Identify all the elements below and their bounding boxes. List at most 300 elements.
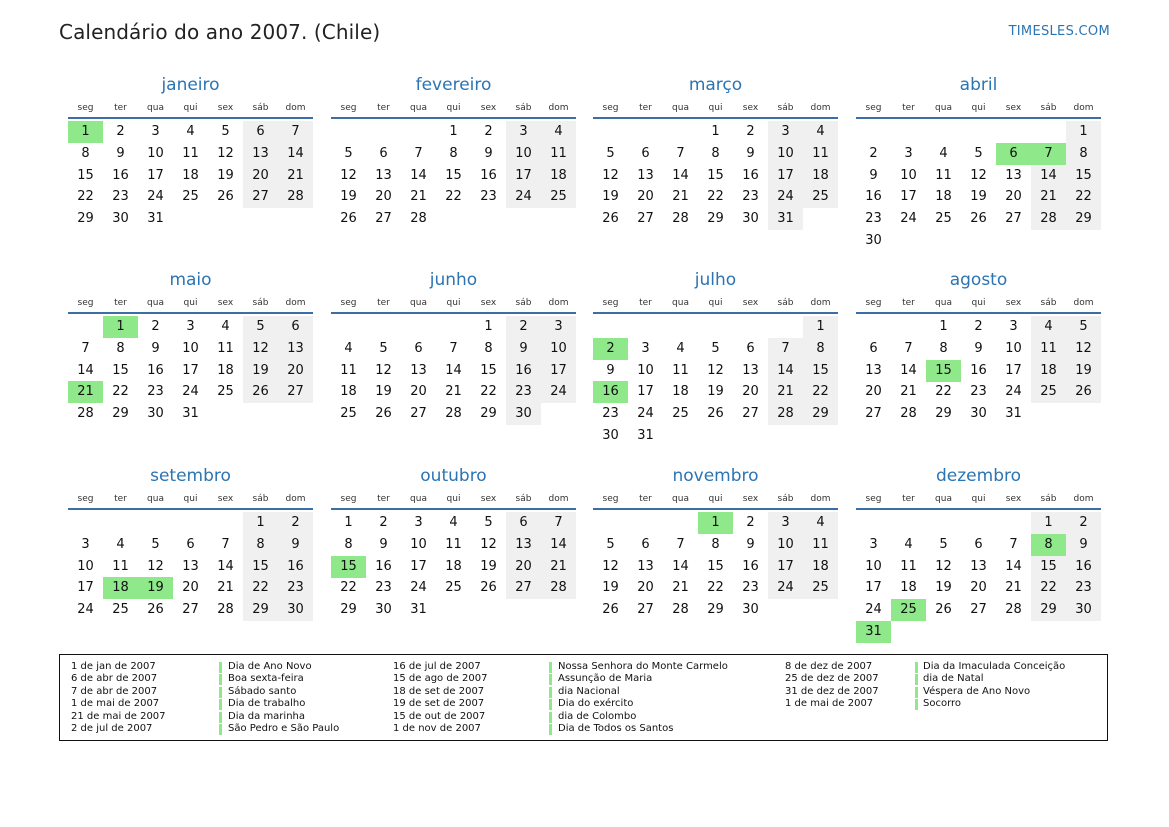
day-cell[interactable]: 31 [637, 428, 654, 443]
day-cell[interactable]: 18 [182, 167, 199, 183]
day-cell[interactable]: 7 [541, 512, 576, 534]
day-cell[interactable]: 27 [970, 602, 987, 618]
day-cell[interactable]: 18 [803, 165, 838, 187]
day-cell[interactable]: 13 [637, 167, 654, 183]
day-cell[interactable]: 10 [637, 362, 654, 378]
day-cell[interactable]: 10 [900, 167, 917, 183]
day-cell[interactable]: 8 [1066, 143, 1101, 165]
day-cell[interactable]: 25 [340, 406, 357, 422]
day-cell[interactable]: 7 [278, 121, 313, 143]
day-cell[interactable]: 28 [278, 186, 313, 208]
day-cell[interactable]: 4 [1031, 316, 1066, 338]
day-cell[interactable]: 12 [480, 536, 497, 552]
day-cell[interactable]: 25 [445, 580, 462, 596]
day-cell[interactable]: 27 [375, 211, 392, 227]
day-cell[interactable]: 19 [970, 189, 987, 205]
day-cell[interactable]: 22 [243, 577, 278, 599]
holiday-day-cell[interactable]: 15 [926, 360, 961, 382]
day-cell[interactable]: 14 [77, 362, 94, 378]
day-cell[interactable]: 30 [742, 211, 759, 227]
day-cell[interactable]: 24 [768, 577, 803, 599]
holiday-day-cell[interactable]: 31 [856, 621, 891, 643]
day-cell[interactable]: 13 [278, 338, 313, 360]
day-cell[interactable]: 15 [243, 556, 278, 578]
day-cell[interactable]: 29 [340, 602, 357, 618]
day-cell[interactable]: 29 [112, 406, 129, 422]
day-cell[interactable]: 28 [410, 211, 427, 227]
day-cell[interactable]: 1 [1066, 121, 1101, 143]
day-cell[interactable]: 29 [77, 211, 94, 227]
day-cell[interactable]: 3 [1009, 319, 1018, 334]
day-cell[interactable]: 4 [803, 121, 838, 143]
holiday-day-cell[interactable]: 21 [68, 381, 103, 403]
day-cell[interactable]: 14 [672, 167, 689, 183]
day-cell[interactable]: 28 [77, 406, 94, 422]
day-cell[interactable]: 15 [803, 360, 838, 382]
holiday-day-cell[interactable]: 1 [103, 316, 138, 338]
day-cell[interactable]: 23 [970, 384, 987, 400]
day-cell[interactable]: 19 [217, 167, 234, 183]
day-cell[interactable]: 10 [865, 558, 882, 574]
day-cell[interactable]: 17 [410, 558, 427, 574]
day-cell[interactable]: 6 [506, 512, 541, 534]
day-cell[interactable]: 17 [182, 362, 199, 378]
day-cell[interactable]: 22 [340, 580, 357, 596]
day-cell[interactable]: 16 [112, 167, 129, 183]
day-cell[interactable]: 5 [939, 536, 948, 552]
day-cell[interactable]: 24 [147, 189, 164, 205]
day-cell[interactable]: 2 [746, 515, 755, 530]
day-cell[interactable]: 14 [217, 558, 234, 574]
day-cell[interactable]: 25 [217, 384, 234, 400]
day-cell[interactable]: 27 [742, 406, 759, 422]
day-cell[interactable]: 10 [77, 558, 94, 574]
day-cell[interactable]: 11 [935, 167, 952, 183]
day-cell[interactable]: 18 [340, 384, 357, 400]
day-cell[interactable]: 16 [278, 556, 313, 578]
day-cell[interactable]: 19 [375, 384, 392, 400]
day-cell[interactable]: 10 [147, 145, 164, 161]
day-cell[interactable]: 23 [480, 189, 497, 205]
day-cell[interactable]: 15 [1031, 556, 1066, 578]
day-cell[interactable]: 13 [182, 558, 199, 574]
day-cell[interactable]: 3 [81, 536, 90, 552]
day-cell[interactable]: 11 [803, 143, 838, 165]
day-cell[interactable]: 8 [449, 145, 458, 161]
day-cell[interactable]: 10 [506, 143, 541, 165]
day-cell[interactable]: 5 [974, 145, 983, 161]
day-cell[interactable]: 29 [1066, 208, 1101, 230]
day-cell[interactable]: 3 [541, 316, 576, 338]
day-cell[interactable]: 14 [278, 143, 313, 165]
day-cell[interactable]: 3 [151, 124, 160, 139]
day-cell[interactable]: 17 [77, 580, 94, 596]
day-cell[interactable]: 29 [707, 211, 724, 227]
day-cell[interactable]: 20 [865, 384, 882, 400]
day-cell[interactable]: 6 [746, 340, 755, 356]
day-cell[interactable]: 10 [182, 340, 199, 356]
holiday-day-cell[interactable]: 1 [698, 512, 733, 534]
day-cell[interactable]: 21 [1031, 186, 1066, 208]
day-cell[interactable]: 30 [112, 211, 129, 227]
day-cell[interactable]: 18 [1031, 360, 1066, 382]
day-cell[interactable]: 20 [506, 556, 541, 578]
day-cell[interactable]: 5 [243, 316, 278, 338]
day-cell[interactable]: 22 [77, 189, 94, 205]
day-cell[interactable]: 19 [707, 384, 724, 400]
day-cell[interactable]: 3 [869, 536, 878, 552]
day-cell[interactable]: 25 [1031, 381, 1066, 403]
day-cell[interactable]: 24 [506, 186, 541, 208]
day-cell[interactable]: 5 [379, 340, 388, 356]
day-cell[interactable]: 15 [707, 167, 724, 183]
day-cell[interactable]: 2 [379, 515, 388, 530]
day-cell[interactable]: 16 [375, 558, 392, 574]
day-cell[interactable]: 26 [480, 580, 497, 596]
day-cell[interactable]: 21 [672, 189, 689, 205]
day-cell[interactable]: 6 [186, 536, 195, 552]
day-cell[interactable]: 7 [414, 145, 423, 161]
brand-link[interactable]: TIMESLES.COM [1008, 24, 1110, 39]
day-cell[interactable]: 9 [1066, 534, 1101, 556]
day-cell[interactable]: 7 [676, 536, 685, 552]
day-cell[interactable]: 9 [506, 338, 541, 360]
day-cell[interactable]: 17 [147, 167, 164, 183]
day-cell[interactable]: 31 [182, 406, 199, 422]
day-cell[interactable]: 11 [182, 145, 199, 161]
day-cell[interactable]: 22 [112, 384, 129, 400]
day-cell[interactable]: 5 [711, 340, 720, 356]
day-cell[interactable]: 11 [803, 534, 838, 556]
day-cell[interactable]: 17 [900, 189, 917, 205]
day-cell[interactable]: 31 [147, 211, 164, 227]
day-cell[interactable]: 25 [541, 186, 576, 208]
day-cell[interactable]: 5 [606, 536, 615, 552]
day-cell[interactable]: 6 [243, 121, 278, 143]
day-cell[interactable]: 28 [1005, 602, 1022, 618]
day-cell[interactable]: 4 [186, 124, 195, 139]
day-cell[interactable]: 26 [602, 602, 619, 618]
day-cell[interactable]: 13 [410, 362, 427, 378]
day-cell[interactable]: 13 [742, 362, 759, 378]
day-cell[interactable]: 26 [243, 381, 278, 403]
day-cell[interactable]: 5 [606, 145, 615, 161]
day-cell[interactable]: 9 [746, 536, 755, 552]
day-cell[interactable]: 12 [602, 167, 619, 183]
day-cell[interactable]: 23 [742, 189, 759, 205]
day-cell[interactable]: 6 [974, 536, 983, 552]
day-cell[interactable]: 9 [869, 167, 878, 183]
day-cell[interactable]: 19 [480, 558, 497, 574]
holiday-day-cell[interactable]: 2 [593, 338, 628, 360]
day-cell[interactable]: 7 [81, 340, 90, 356]
day-cell[interactable]: 26 [707, 406, 724, 422]
day-cell[interactable]: 30 [147, 406, 164, 422]
day-cell[interactable]: 25 [803, 577, 838, 599]
day-cell[interactable]: 9 [278, 534, 313, 556]
day-cell[interactable]: 9 [484, 145, 493, 161]
day-cell[interactable]: 28 [768, 403, 803, 425]
day-cell[interactable]: 4 [803, 512, 838, 534]
day-cell[interactable]: 6 [379, 145, 388, 161]
day-cell[interactable]: 2 [116, 124, 125, 139]
day-cell[interactable]: 21 [672, 580, 689, 596]
day-cell[interactable]: 11 [1031, 338, 1066, 360]
holiday-day-cell[interactable]: 18 [103, 577, 138, 599]
day-cell[interactable]: 26 [935, 602, 952, 618]
day-cell[interactable]: 8 [344, 536, 353, 552]
day-cell[interactable]: 14 [445, 362, 462, 378]
day-cell[interactable]: 11 [541, 143, 576, 165]
day-cell[interactable]: 4 [449, 515, 458, 530]
day-cell[interactable]: 2 [484, 124, 493, 139]
day-cell[interactable]: 17 [637, 384, 654, 400]
day-cell[interactable]: 27 [1005, 211, 1022, 227]
day-cell[interactable]: 20 [637, 580, 654, 596]
day-cell[interactable]: 23 [375, 580, 392, 596]
day-cell[interactable]: 4 [221, 319, 230, 334]
day-cell[interactable]: 8 [243, 534, 278, 556]
day-cell[interactable]: 18 [445, 558, 462, 574]
day-cell[interactable]: 3 [768, 121, 803, 143]
day-cell[interactable]: 2 [974, 319, 983, 334]
day-cell[interactable]: 7 [768, 338, 803, 360]
day-cell[interactable]: 25 [672, 406, 689, 422]
day-cell[interactable]: 19 [602, 189, 619, 205]
day-cell[interactable]: 29 [480, 406, 497, 422]
day-cell[interactable]: 9 [974, 340, 983, 356]
day-cell[interactable]: 14 [900, 362, 917, 378]
day-cell[interactable]: 19 [935, 580, 952, 596]
day-cell[interactable]: 20 [182, 580, 199, 596]
day-cell[interactable]: 23 [112, 189, 129, 205]
day-cell[interactable]: 22 [1031, 577, 1066, 599]
day-cell[interactable]: 15 [707, 558, 724, 574]
day-cell[interactable]: 28 [217, 602, 234, 618]
day-cell[interactable]: 10 [541, 338, 576, 360]
day-cell[interactable]: 7 [449, 340, 458, 356]
day-cell[interactable]: 9 [379, 536, 388, 552]
day-cell[interactable]: 27 [637, 211, 654, 227]
holiday-day-cell[interactable]: 6 [996, 143, 1031, 165]
day-cell[interactable]: 23 [602, 406, 619, 422]
day-cell[interactable]: 20 [410, 384, 427, 400]
day-cell[interactable]: 12 [707, 362, 724, 378]
day-cell[interactable]: 7 [221, 536, 230, 552]
day-cell[interactable]: 30 [375, 602, 392, 618]
day-cell[interactable]: 15 [445, 167, 462, 183]
day-cell[interactable]: 28 [672, 211, 689, 227]
day-cell[interactable]: 22 [480, 384, 497, 400]
day-cell[interactable]: 14 [541, 534, 576, 556]
day-cell[interactable]: 12 [970, 167, 987, 183]
day-cell[interactable]: 15 [1066, 165, 1101, 187]
day-cell[interactable]: 27 [410, 406, 427, 422]
day-cell[interactable]: 3 [506, 121, 541, 143]
day-cell[interactable]: 25 [803, 186, 838, 208]
day-cell[interactable]: 3 [904, 145, 913, 161]
day-cell[interactable]: 19 [1066, 360, 1101, 382]
day-cell[interactable]: 21 [445, 384, 462, 400]
holiday-day-cell[interactable]: 16 [593, 381, 628, 403]
day-cell[interactable]: 17 [541, 360, 576, 382]
day-cell[interactable]: 24 [77, 602, 94, 618]
day-cell[interactable]: 9 [151, 340, 160, 356]
holiday-day-cell[interactable]: 1 [68, 121, 103, 143]
day-cell[interactable]: 11 [112, 558, 129, 574]
day-cell[interactable]: 3 [768, 512, 803, 534]
day-cell[interactable]: 23 [506, 381, 541, 403]
day-cell[interactable]: 13 [243, 143, 278, 165]
day-cell[interactable]: 11 [445, 536, 462, 552]
day-cell[interactable]: 22 [935, 384, 952, 400]
day-cell[interactable]: 2 [506, 316, 541, 338]
day-cell[interactable]: 5 [1066, 316, 1101, 338]
day-cell[interactable]: 15 [112, 362, 129, 378]
day-cell[interactable]: 29 [935, 406, 952, 422]
day-cell[interactable]: 11 [900, 558, 917, 574]
day-cell[interactable]: 12 [147, 558, 164, 574]
day-cell[interactable]: 9 [606, 362, 615, 378]
day-cell[interactable]: 28 [541, 577, 576, 599]
day-cell[interactable]: 21 [541, 556, 576, 578]
day-cell[interactable]: 5 [221, 124, 230, 139]
day-cell[interactable]: 22 [707, 189, 724, 205]
day-cell[interactable]: 10 [1005, 340, 1022, 356]
day-cell[interactable]: 5 [484, 515, 493, 530]
day-cell[interactable]: 18 [217, 362, 234, 378]
day-cell[interactable]: 8 [484, 340, 493, 356]
day-cell[interactable]: 1 [243, 512, 278, 534]
day-cell[interactable]: 23 [147, 384, 164, 400]
day-cell[interactable]: 27 [278, 381, 313, 403]
day-cell[interactable]: 29 [243, 599, 278, 621]
day-cell[interactable]: 23 [278, 577, 313, 599]
day-cell[interactable]: 24 [541, 381, 576, 403]
day-cell[interactable]: 31 [1005, 406, 1022, 422]
day-cell[interactable]: 4 [676, 340, 685, 356]
day-cell[interactable]: 28 [1031, 208, 1066, 230]
day-cell[interactable]: 12 [243, 338, 278, 360]
day-cell[interactable]: 6 [869, 340, 878, 356]
day-cell[interactable]: 25 [112, 602, 129, 618]
day-cell[interactable]: 16 [742, 167, 759, 183]
day-cell[interactable]: 21 [1005, 580, 1022, 596]
day-cell[interactable]: 4 [904, 536, 913, 552]
day-cell[interactable]: 22 [445, 189, 462, 205]
day-cell[interactable]: 28 [900, 406, 917, 422]
day-cell[interactable]: 20 [1005, 189, 1022, 205]
day-cell[interactable]: 20 [637, 189, 654, 205]
day-cell[interactable]: 8 [116, 340, 125, 356]
day-cell[interactable]: 16 [506, 360, 541, 382]
day-cell[interactable]: 5 [151, 536, 160, 552]
day-cell[interactable]: 13 [375, 167, 392, 183]
day-cell[interactable]: 7 [676, 145, 685, 161]
day-cell[interactable]: 24 [182, 384, 199, 400]
day-cell[interactable]: 8 [81, 145, 90, 161]
day-cell[interactable]: 22 [803, 381, 838, 403]
day-cell[interactable]: 17 [1005, 362, 1022, 378]
day-cell[interactable]: 13 [637, 558, 654, 574]
day-cell[interactable]: 31 [410, 602, 427, 618]
day-cell[interactable]: 30 [742, 602, 759, 618]
day-cell[interactable]: 6 [414, 340, 423, 356]
day-cell[interactable]: 2 [746, 124, 755, 139]
day-cell[interactable]: 6 [641, 536, 650, 552]
day-cell[interactable]: 7 [1009, 536, 1018, 552]
day-cell[interactable]: 26 [970, 211, 987, 227]
day-cell[interactable]: 20 [243, 165, 278, 187]
day-cell[interactable]: 5 [344, 145, 353, 161]
day-cell[interactable]: 4 [541, 121, 576, 143]
day-cell[interactable]: 10 [768, 534, 803, 556]
day-cell[interactable]: 17 [768, 165, 803, 187]
day-cell[interactable]: 16 [865, 189, 882, 205]
day-cell[interactable]: 30 [1066, 599, 1101, 621]
day-cell[interactable]: 4 [116, 536, 125, 552]
day-cell[interactable]: 21 [768, 381, 803, 403]
day-cell[interactable]: 13 [1005, 167, 1022, 183]
day-cell[interactable]: 1 [484, 319, 493, 334]
day-cell[interactable]: 23 [742, 580, 759, 596]
day-cell[interactable]: 2 [869, 145, 878, 161]
day-cell[interactable]: 16 [147, 362, 164, 378]
day-cell[interactable]: 1 [344, 515, 353, 530]
day-cell[interactable]: 21 [278, 165, 313, 187]
day-cell[interactable]: 2 [1066, 512, 1101, 534]
day-cell[interactable]: 1 [803, 316, 838, 338]
day-cell[interactable]: 26 [602, 211, 619, 227]
day-cell[interactable]: 3 [641, 340, 650, 356]
day-cell[interactable]: 29 [707, 602, 724, 618]
day-cell[interactable]: 8 [711, 536, 720, 552]
day-cell[interactable]: 14 [672, 558, 689, 574]
day-cell[interactable]: 25 [182, 189, 199, 205]
day-cell[interactable]: 30 [278, 599, 313, 621]
day-cell[interactable]: 6 [641, 145, 650, 161]
day-cell[interactable]: 27 [506, 577, 541, 599]
day-cell[interactable]: 24 [900, 211, 917, 227]
day-cell[interactable]: 14 [410, 167, 427, 183]
day-cell[interactable]: 15 [77, 167, 94, 183]
day-cell[interactable]: 24 [1005, 384, 1022, 400]
day-cell[interactable]: 4 [939, 145, 948, 161]
day-cell[interactable]: 16 [1066, 556, 1101, 578]
day-cell[interactable]: 21 [900, 384, 917, 400]
day-cell[interactable]: 17 [768, 556, 803, 578]
day-cell[interactable]: 8 [939, 340, 948, 356]
day-cell[interactable]: 28 [445, 406, 462, 422]
day-cell[interactable]: 26 [375, 406, 392, 422]
day-cell[interactable]: 18 [935, 189, 952, 205]
holiday-day-cell[interactable]: 19 [138, 577, 173, 599]
day-cell[interactable]: 1 [449, 124, 458, 139]
holiday-day-cell[interactable]: 8 [1031, 534, 1066, 556]
day-cell[interactable]: 19 [243, 360, 278, 382]
holiday-day-cell[interactable]: 25 [891, 599, 926, 621]
day-cell[interactable]: 26 [217, 189, 234, 205]
day-cell[interactable]: 23 [865, 211, 882, 227]
day-cell[interactable]: 4 [344, 340, 353, 356]
day-cell[interactable]: 2 [278, 512, 313, 534]
holiday-day-cell[interactable]: 7 [1031, 143, 1066, 165]
day-cell[interactable]: 8 [711, 145, 720, 161]
day-cell[interactable]: 29 [1031, 599, 1066, 621]
day-cell[interactable]: 24 [768, 186, 803, 208]
day-cell[interactable]: 18 [541, 165, 576, 187]
day-cell[interactable]: 20 [375, 189, 392, 205]
